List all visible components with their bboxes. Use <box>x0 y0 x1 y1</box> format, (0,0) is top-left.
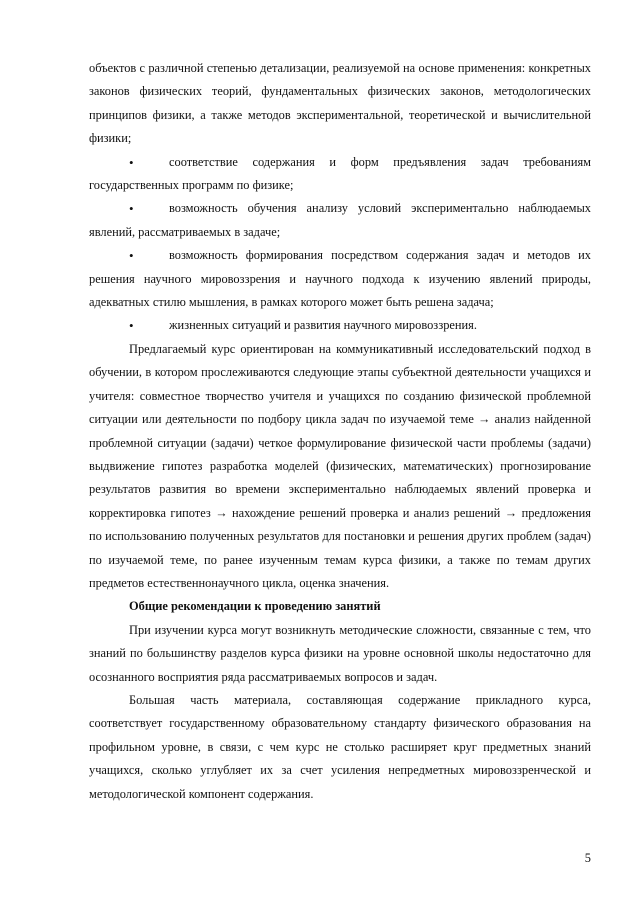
paragraph: Большая часть материала, составляющая содержание прикладного курса, соответствует государственному образовательному стандарту физического образования на профильном уровне, в связи, с чем курс не столько расширяет круг предметных знаний учащихся, сколько углубляет их за счет усиления непредметных мировоззренческой и методологической компонент содержания. <box>89 692 591 801</box>
bullet-text: возможность формирования посредством содержания задач и методов их решения научного мировоззрения и научного подхода к изучению явлений природы, адекватных стилю мышления, в рамках которого может быть решена задача; <box>89 248 591 310</box>
paragraph: При изучении курса могут возникнуть методические сложности, связанные с тем, что знаний по большинству разделов курса физики на уровне основной школы недостаточно для осознанного восприятия ряда рассматриваемых вопросов и задач. <box>89 622 591 684</box>
page-body <box>89 57 591 806</box>
bullet-marker: • <box>129 201 134 217</box>
bullet-text: возможность обучения анализу условий экспериментально наблюдаемых явлений, рассматриваемых в задаче; <box>89 201 591 239</box>
page-number: 5 <box>584 851 591 865</box>
bullet-marker: • <box>129 318 134 334</box>
bullet-item <box>89 151 591 198</box>
bullet-marker: • <box>129 154 134 170</box>
bullet-item <box>89 244 591 314</box>
section-heading: Общие рекомендации к проведению занятий <box>129 599 381 614</box>
bullet-item <box>89 197 591 244</box>
bullet-marker: • <box>129 248 134 264</box>
bullet-item <box>89 314 591 337</box>
paragraph: объектов с различной степенью детализации, реализуемой на основе применения: конкретных законов физических теорий, фундаментальных физических законов, методологических принципов физики, а также методов экспериментальной, теоретической и вычислительной физики; <box>89 61 591 146</box>
bullet-text: соответствие содержания и форм предъявления задач требованиям государственных программ по физике; <box>89 154 591 193</box>
bullet-text: жизненных ситуаций и развития научного мировоззрения. <box>169 318 477 333</box>
paragraph: Предлагаемый курс ориентирован на коммуникативный исследовательский подход в обучении, в котором прослеживаются следующие этапы субъектной деятельности учащихся и учителя: совместное творчество учителя и учащихся по созданию физической проблемной ситуации или деятельности по подбору цикла задач по изучаемой теме → анализ найденной проблемной ситуации (задачи) четкое формулирование физической части проблемы (задачи) выдвижение гипотез разработка моделей (физических, математических) прогнозирование результатов развития во времени экспериментально наблюдаемых явлений проверка и корректировка гипотез → нахождение решений проверка и анализ решений → предложения по использованию полученных результатов для постановки и решения других проблем (задач) по изучаемой теме, по ранее изученным темам курса физики, а также по темам других предметов естественнонаучного цикла, оценка значения. <box>89 341 591 590</box>
